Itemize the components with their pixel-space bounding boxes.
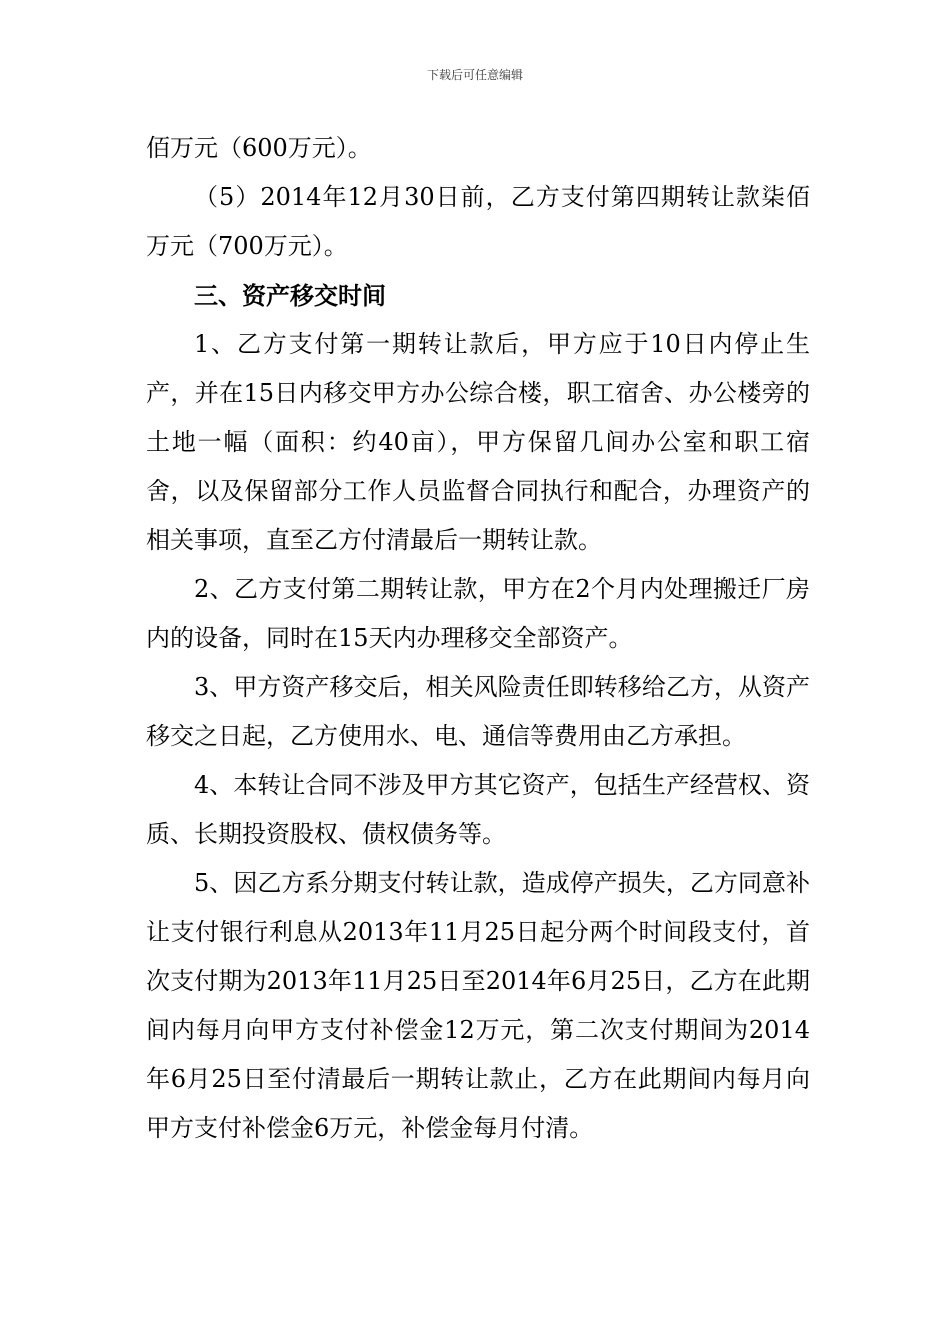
paragraph-payment-5: （5）2014年12月30日前，乙方支付第四期转让款柒佰万元（700万元）。 [146, 183, 810, 260]
paragraph-clause-1: 1、乙方支付第一期转让款后，甲方应于10日内停止生产，并在15日内移交甲方办公综合楼，职工宿舍、办公楼旁的土地一幅（面积：约40亩），甲方保留几间办公室和职工宿舍，以及保留部分工作人员监督合同执行和配合，办理资产的相关事项，直至乙方付清最后一期转让款。 [146, 330, 810, 554]
paragraph-clause-4: 4、本转让合同不涉及甲方其它资产，包括生产经营权、资质、长期投资股权、债权债务等。 [146, 771, 810, 848]
paragraph-clause-5: 5、因乙方系分期支付转让款，造成停产损失，乙方同意补让支付银行利息从2013年11月25日起分两个时间段支付，首次支付期为2013年11月25日至2014年6月25日，乙方在此期间内每月向甲方支付补偿金12万元，第二次支付期间为2014年6月25日至付清最后一期转让款止，乙方在此期间内每月向甲方支付补偿金6万元，补偿金每月付清。 [146, 869, 810, 1142]
page-header: 下载后可任意编辑 [426, 68, 523, 82]
paragraph-clause-2: 2、乙方支付第二期转让款，甲方在2个月内处理搬迁厂房内的设备，同时在15天内办理移交全部资产。 [146, 575, 810, 652]
paragraph-continuation: 佰万元（600万元）。 [146, 134, 372, 162]
document-body [146, 124, 810, 1153]
paragraph-clause-3: 3、甲方资产移交后，相关风险责任即转移给乙方，从资产移交之日起，乙方使用水、电、通信等费用由乙方承担。 [146, 673, 810, 750]
section-heading-asset-transfer: 三、资产移交时间 [194, 281, 386, 310]
